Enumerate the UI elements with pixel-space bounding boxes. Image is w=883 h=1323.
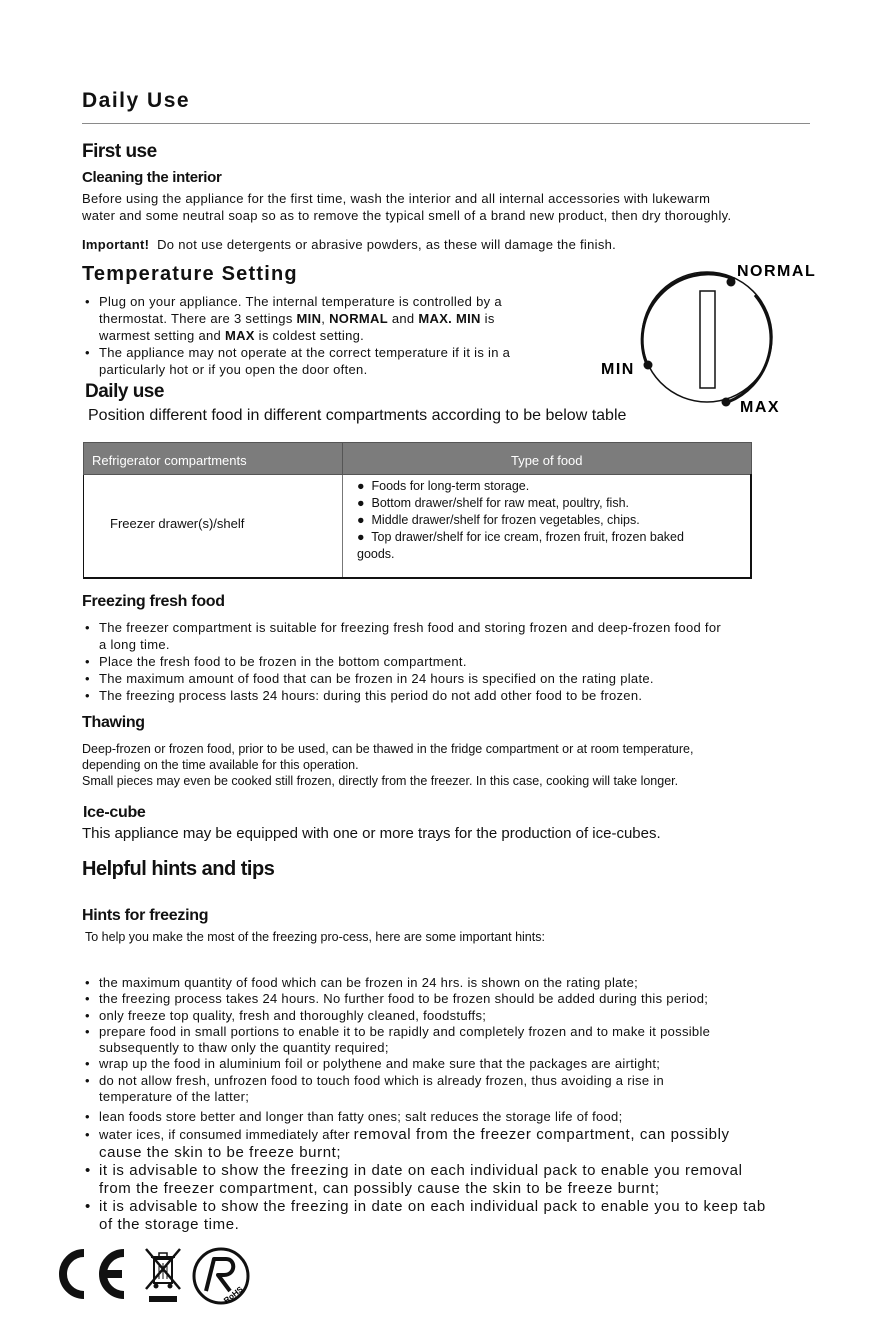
dial-max-label: MAX [740, 399, 781, 416]
thawing-heading: Thawing [82, 714, 145, 731]
freezing-heading: Freezing fresh food [82, 593, 225, 610]
important-note: Important! Do not use detergents or abrasive powders, as these will damage the finish. [82, 237, 617, 252]
list-item: ● Top drawer/shelf for ice cream, frozen fruit, frozen baked [357, 530, 684, 544]
dial-arc-normal [642, 274, 731, 367]
header-type-of-food: Type of food [343, 443, 752, 475]
min-marker [644, 361, 653, 370]
weee-bin-icon [142, 1245, 184, 1305]
thermostat-dial [595, 255, 820, 425]
rohs-logo-icon [190, 1245, 254, 1309]
hints-list-2 [82, 1108, 822, 1234]
list-item: ● Foods for long-term storage. [357, 479, 530, 493]
title-divider [82, 123, 810, 124]
max-marker [722, 398, 731, 407]
list-item: • The freezing process lasts 24 hours: during this period do not add other food to be frozen. [82, 687, 822, 704]
list-item: • water ices, if consumed immediately after removal from the freezer compartment, can possibly cause the skin to be freeze burnt; [82, 1126, 822, 1162]
daily-use-heading: Daily use [85, 381, 164, 402]
list-item: • wrap up the food in aluminium foil or polythene and make sure that the packages are airtight; [82, 1056, 822, 1072]
list-item: • do not allow fresh, unfrozen food to touch food which is already frozen, thus avoiding a rise in temperature of the latter; [82, 1073, 822, 1106]
cleaning-text: Before using the appliance for the first time, wash the interior and all internal accessories with lukewarm water and some neutral soap so as to remove the typical smell of a brand new product, then dry thoroughly. [82, 191, 732, 223]
food-table [83, 442, 752, 579]
header-compartments: Refrigerator compartments [84, 443, 343, 475]
table-header-row [84, 443, 752, 475]
normal-marker [727, 278, 736, 287]
hints-list-1 [82, 975, 822, 1105]
list-item: ● Middle drawer/shelf for frozen vegetables, chips. [357, 513, 640, 527]
list-item: • The maximum amount of food that can be frozen in 24 hours is specified on the rating plate. [82, 670, 822, 687]
hints-intro: To help you make the most of the freezing pro-cess, here are some important hints: [85, 930, 545, 944]
list-item: • the maximum quantity of food which can be frozen in 24 hrs. is shown on the rating plate; [82, 975, 822, 991]
ce-mark-icon [50, 1245, 130, 1300]
page-title: Daily Use [82, 89, 191, 112]
cleaning-subheading: Cleaning the interior [82, 169, 222, 186]
dial-min-label: MIN [601, 361, 635, 378]
hints-heading: Helpful hints and tips [82, 858, 275, 880]
list-item: • it is advisable to show the freezing in date on each individual pack to enable you removal from the freezer compartment, can possibly cause the skin to be freeze burnt; [82, 1162, 822, 1198]
list-item: • The freezer compartment is suitable for freezing fresh food and storing frozen and deep-frozen food for a long time. [82, 619, 822, 653]
list-item: • the freezing process takes 24 hours. No further food to be frozen should be added during this period; [82, 991, 822, 1007]
list-item: • prepare food in small portions to enable it to be rapidly and completely frozen and to make it possible subsequently to thaw only the quantity required; [82, 1024, 822, 1057]
list-item: • only freeze top quality, fresh and thoroughly cleaned, foodstuffs; [82, 1008, 822, 1024]
important-label: Important! [82, 237, 150, 252]
temperature-list [82, 293, 582, 378]
rohs-text: RoHS [222, 1284, 245, 1306]
list-item: • Place the fresh food to be frozen in the bottom compartment. [82, 653, 822, 670]
list-item: • lean foods store better and longer than fatty ones; salt reduces the storage life of food; [82, 1108, 822, 1126]
ice-cube-text: This appliance may be equipped with one or more trays for the production of ice-cubes. [82, 825, 661, 842]
hints-subheading: Hints for freezing [82, 907, 209, 924]
compartment-cell: Freezer drawer(s)/shelf [84, 475, 343, 578]
dial-knob [700, 291, 715, 388]
table-row [84, 475, 752, 578]
freezing-list [82, 619, 822, 704]
list-item: • The appliance may not operate at the correct temperature if it is in a particularly hot or if you open the door often. [82, 344, 582, 378]
daily-use-intro: Position different food in different compartments according to be below table [88, 407, 627, 424]
dial-normal-label: NORMAL [737, 263, 817, 280]
first-use-heading: First use [82, 141, 157, 162]
food-type-cell: ● Foods for long-term storage. ● Bottom drawer/shelf for raw meat, poultry, fish. ● Middle drawer/shelf for frozen vegetables, chips. ● Top drawer/shelf for ice cream, frozen fruit, frozen baked goods. [343, 475, 752, 578]
thawing-text: Deep-frozen or frozen food, prior to be used, can be thawed in the fridge compartment or at room temperature, depending on the time available for this operation. Small pieces may even be cooked still frozen, directly from the freezer. In this case, cooking will take longer. [82, 742, 694, 788]
ice-cube-heading: Ice-cube [83, 804, 146, 821]
list-item: ● Bottom drawer/shelf for raw meat, poultry, fish. [357, 496, 630, 510]
list-item: • Plug on your appliance. The internal temperature is controlled by a thermostat. There are 3 settings MIN, NORMAL and MAX. MIN is warmest setting and MAX is coldest setting. [82, 293, 582, 344]
temperature-heading: Temperature Setting [82, 263, 298, 285]
list-item: • it is advisable to show the freezing in date on each individual pack to enable you to keep tab of the storage time. [82, 1198, 822, 1234]
